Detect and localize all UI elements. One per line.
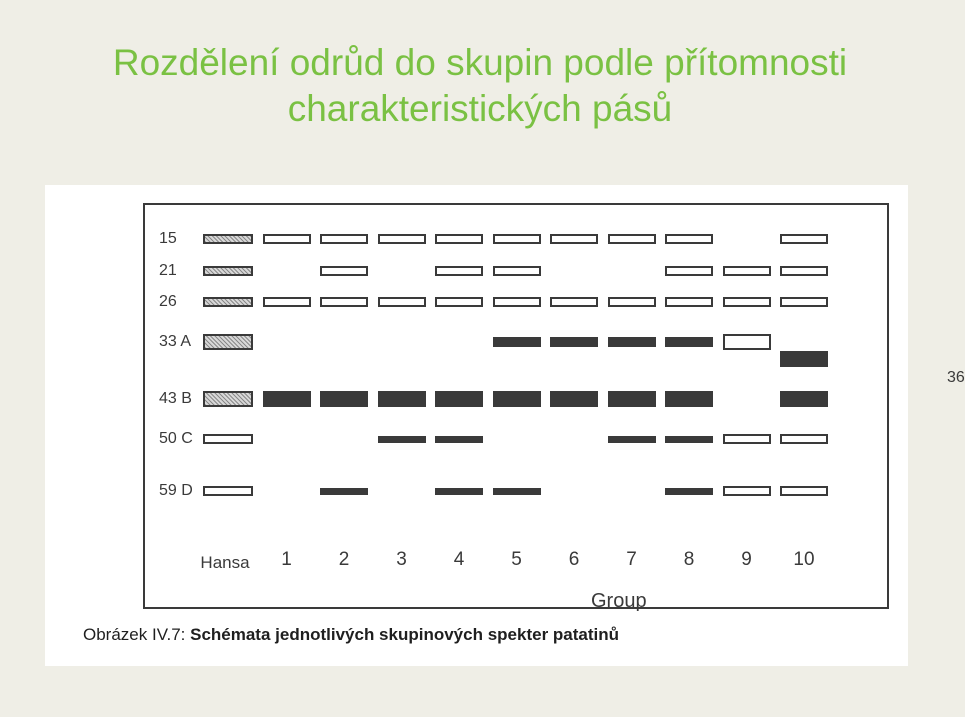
- band: [780, 391, 828, 407]
- band: [608, 234, 656, 244]
- figure-caption: [83, 625, 619, 645]
- band: [608, 436, 656, 443]
- slide-title-line1: Rozdělení odrůd do skupin podle přítomnosti: [112, 42, 848, 83]
- band: [320, 297, 368, 307]
- band: [493, 488, 541, 495]
- column-label-group: 9: [741, 549, 752, 570]
- row-label: 50 C: [159, 430, 193, 447]
- row-label: 15: [159, 230, 177, 247]
- caption-text: Schémata jednotlivých skupinových spekter patatinů: [190, 625, 620, 644]
- band: [493, 234, 541, 244]
- band: [493, 297, 541, 307]
- band: [203, 234, 253, 244]
- band: [780, 434, 828, 444]
- column-label-group: 7: [626, 549, 637, 570]
- band: [263, 391, 311, 407]
- band: [263, 234, 311, 244]
- band: [203, 297, 253, 307]
- band: [665, 436, 713, 443]
- band: [435, 297, 483, 307]
- band: [780, 234, 828, 244]
- band: [665, 391, 713, 407]
- band: [493, 391, 541, 407]
- band: [608, 391, 656, 407]
- row-label: 21: [159, 262, 177, 279]
- band: [320, 488, 368, 495]
- column-label-group: 10: [793, 549, 815, 570]
- column-label-group: 3: [396, 549, 407, 570]
- band: [723, 266, 771, 276]
- band: [203, 391, 253, 407]
- band-scheme: [143, 203, 965, 612]
- band: [435, 436, 483, 443]
- band: [608, 337, 656, 347]
- band: [608, 297, 656, 307]
- band: [203, 266, 253, 276]
- band: [203, 434, 253, 444]
- band: [493, 337, 541, 347]
- band: [435, 391, 483, 407]
- band: [665, 488, 713, 495]
- band: [665, 337, 713, 347]
- band: [320, 266, 368, 276]
- column-label-group: 6: [568, 549, 580, 570]
- band: [665, 266, 713, 276]
- column-label-group: 5: [511, 549, 522, 570]
- band: [780, 266, 828, 276]
- row-label: 59 D: [159, 482, 193, 499]
- band-label-36: 36: [947, 369, 965, 386]
- band: [435, 266, 483, 276]
- band: [780, 351, 828, 367]
- slide-title: [0, 40, 960, 132]
- band: [780, 297, 828, 307]
- band: [550, 391, 598, 407]
- figure-panel: [45, 185, 965, 666]
- band: [378, 436, 426, 443]
- band: [723, 297, 771, 307]
- band: [435, 234, 483, 244]
- band: [378, 297, 426, 307]
- row-label: 26: [159, 293, 177, 310]
- band: [493, 266, 541, 276]
- band: [723, 334, 771, 350]
- slide-title-line2: charakteristických pásů: [287, 88, 673, 129]
- band: [723, 434, 771, 444]
- band: [378, 234, 426, 244]
- band: [320, 391, 368, 407]
- band: [378, 391, 426, 407]
- column-label-group: 1: [281, 549, 292, 570]
- band: [550, 297, 598, 307]
- band: [203, 334, 253, 350]
- group-axis-title: Group: [591, 590, 647, 612]
- band: [550, 337, 598, 347]
- column-label-group: 8: [683, 549, 695, 570]
- band: [665, 234, 713, 244]
- row-label: 43 B: [159, 390, 192, 407]
- column-label-group: 4: [453, 549, 465, 570]
- band: [203, 486, 253, 496]
- caption-prefix: Obrázek IV.7:: [83, 625, 191, 644]
- band: [435, 488, 483, 495]
- column-label-hansa: Hansa: [200, 553, 250, 572]
- column-label-group: 2: [338, 549, 350, 570]
- row-label: 33 A: [159, 333, 192, 350]
- band: [780, 486, 828, 496]
- band: [550, 234, 598, 244]
- band: [665, 297, 713, 307]
- band: [263, 297, 311, 307]
- band: [723, 486, 771, 496]
- band: [320, 234, 368, 244]
